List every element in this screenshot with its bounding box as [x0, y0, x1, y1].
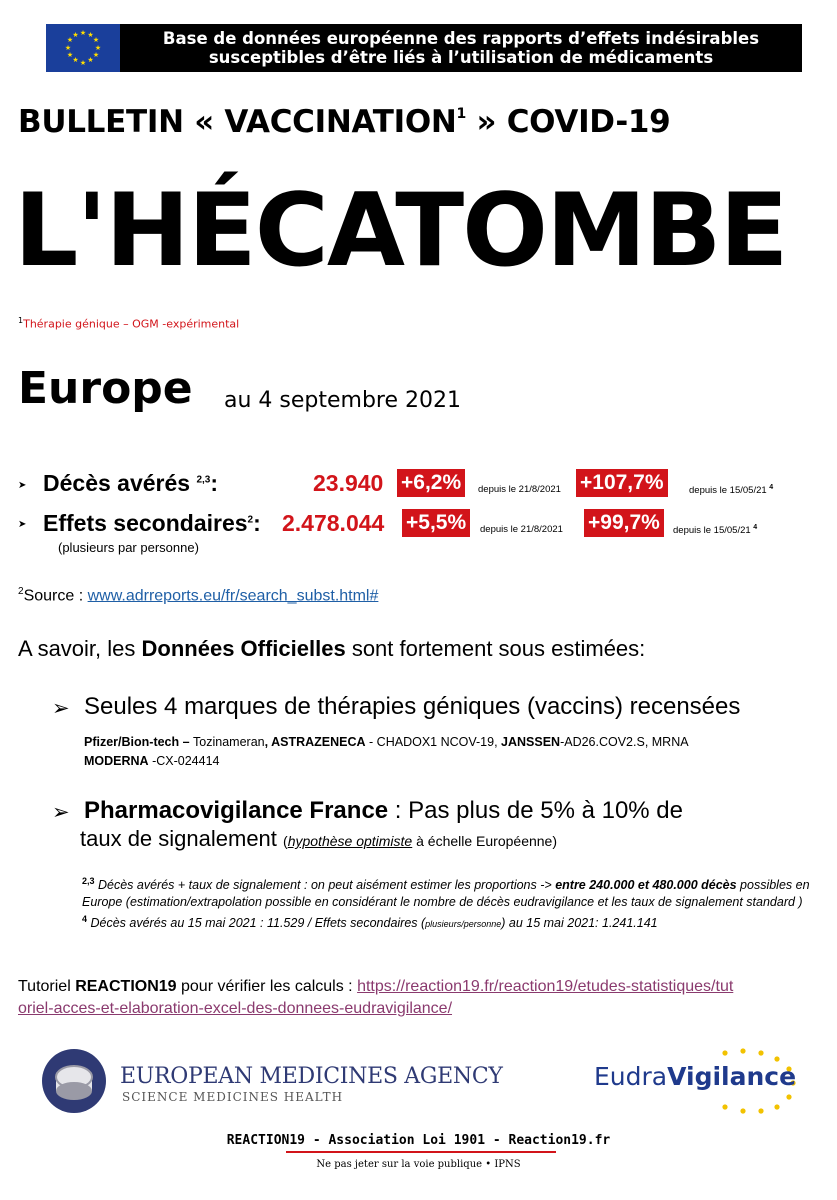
eudra-text-b: Vigilance	[667, 1062, 797, 1091]
source-link[interactable]: www.adrreports.eu/fr/search_subst.html#	[87, 587, 379, 605]
deaths-label	[43, 470, 218, 497]
eu-star-icon: ★	[66, 52, 74, 59]
deaths-value: 23.940	[313, 470, 384, 496]
arrow-bullet-icon: ➢	[52, 697, 70, 720]
tutorial-post: pour vérifier les calculs :	[176, 978, 358, 995]
association-footer: REACTION19 - Association Loi 1901 - Reaction19.fr	[226, 1133, 611, 1148]
estimate-text-3: Décès avérés au 15 mai 2021 : 11.529 / Effets secondaires (	[87, 916, 426, 931]
ema-tagline: SCIENCE MEDICINES HEALTH	[122, 1090, 344, 1104]
tutorial-bold: REACTION19	[75, 978, 177, 995]
pharma-bold: Pharmacovigilance France	[84, 797, 389, 824]
estimate-text-1: Décès avérés + taux de signalement : on peut aisément estimer les proportions ->	[94, 878, 556, 893]
deaths-pct-since-may: +107,7%	[576, 469, 668, 497]
pharma-line-2-text: taux de signalement	[80, 826, 284, 851]
effects-label-sup: 2	[247, 514, 254, 526]
deaths-since-may-sup: 4	[769, 484, 774, 491]
effects-label	[43, 510, 261, 537]
footnote-marker: 1	[18, 316, 24, 325]
official-pre: A savoir, les	[18, 636, 142, 661]
pharma-line-2	[80, 826, 557, 852]
effects-since-may	[673, 524, 757, 536]
banner-line-1: Base de données européenne des rapports d’effets indésirables	[162, 29, 760, 48]
effects-value: 2.478.044	[282, 510, 385, 536]
brand-separator: ,	[264, 735, 272, 749]
stat-row-deaths	[18, 470, 818, 500]
bulletin-title	[18, 104, 670, 140]
eudravigilance-name	[594, 1062, 796, 1091]
source-line	[18, 586, 378, 605]
estimate-text-2: possibles en Europe (estimation/extrapolation possible en considérant le nombre de décès eudravigilance et les taux de signalement standard )	[82, 878, 810, 910]
effects-since-aug: depuis le 21/8/2021	[480, 524, 563, 535]
eu-star-icon: ★	[87, 57, 94, 65]
footer-divider	[286, 1151, 556, 1153]
deaths-since-aug: depuis le 21/8/2021	[478, 484, 561, 495]
eu-star-icon: ★	[64, 44, 72, 52]
pharma-line-1-rest: : Pas plus de 5% à 10% de	[388, 797, 683, 824]
source-marker: 2	[18, 586, 24, 597]
eu-star-icon: ★	[92, 52, 100, 59]
eu-star-icon: ★	[66, 37, 74, 44]
deaths-label-sup: 2,3	[196, 474, 211, 486]
effects-since-may-sup: 4	[753, 524, 758, 531]
eu-banner	[46, 24, 802, 72]
banner-text	[120, 29, 802, 67]
arrow-bullet-icon: ➤	[18, 519, 27, 530]
eu-star-icon: ★	[79, 29, 87, 37]
stat-row-effects	[18, 510, 818, 540]
deaths-label-colon: :	[210, 470, 219, 496]
ema-name: EUROPEAN MEDICINES AGENCY	[120, 1064, 503, 1089]
brands-list	[84, 733, 804, 771]
region-name: Europe	[18, 363, 193, 414]
brand-pfizer-name: Tozinameran	[193, 735, 265, 749]
effects-since-may-text: depuis le 15/05/21	[673, 525, 751, 537]
pharma-line-1	[84, 797, 683, 825]
deaths-since-may-text: depuis le 15/05/21	[689, 485, 767, 497]
pharma-note-open: (	[283, 833, 288, 849]
bulletin-title-pre: BULLETIN « VACCINATION	[18, 104, 457, 140]
deaths-pct-since-aug: +6,2%	[397, 469, 465, 497]
footnote-text: Thérapie génique – OGM -expérimental	[23, 317, 240, 331]
eu-star-icon: ★	[92, 37, 100, 44]
arrow-bullet-icon: ➤	[18, 480, 27, 491]
brand-moderna-name: -CX-024414	[148, 754, 220, 768]
effects-pct-since-aug: +5,5%	[402, 509, 470, 537]
eu-star-icon: ★	[79, 59, 87, 67]
brand-astrazeneca: ASTRAZENECA	[271, 735, 366, 749]
bulletin-title-sup: 1	[456, 106, 466, 122]
brands-heading: Seules 4 marques de thérapies géniques (vaccins) recensées	[84, 693, 741, 720]
deaths-since-may	[689, 484, 773, 496]
main-title: L'HÉCATOMBE	[14, 171, 787, 289]
ipns-notice: Ne pas jeter sur la voie publique • IPNS	[316, 1159, 521, 1170]
source-label: Source :	[23, 587, 88, 605]
arrow-bullet-icon: ➢	[52, 801, 70, 824]
tutorial-pre: Tutoriel	[18, 978, 76, 995]
effects-per-person-note: (plusieurs par personne)	[58, 540, 199, 555]
region-date: au 4 septembre 2021	[224, 388, 462, 413]
estimate-small: plusieurs/personne	[425, 919, 502, 930]
bulletin-title-post: » COVID-19	[466, 104, 671, 140]
deaths-label-text: Décès avérés	[43, 470, 191, 496]
brand-moderna: MODERNA	[84, 754, 149, 768]
official-bold: Données Officielles	[141, 636, 346, 661]
effects-label-colon: :	[253, 510, 261, 536]
eu-star-icon: ★	[87, 31, 94, 39]
brand-janssen-name: -AD26.COV2.S, MRNA	[560, 735, 689, 749]
eu-flag-icon	[46, 24, 120, 72]
eu-star-icon: ★	[72, 57, 79, 65]
eudra-text-a: Eudra	[594, 1062, 668, 1091]
estimate-bold: entre 240.000 et 480.000 décès	[555, 878, 737, 893]
pharma-note-close: à échelle Européenne)	[412, 833, 558, 849]
official-post: sont fortement sous estimées:	[345, 636, 646, 661]
official-data-line	[18, 636, 645, 662]
estimate-paragraph	[82, 873, 822, 933]
tutorial-link[interactable]: https://reaction19.fr/reaction19/etudes-statistiques/tutoriel-acces-et-elaboration-excel-des-donnees-eudravigilance/	[18, 978, 734, 1017]
tutorial-line	[18, 976, 738, 1020]
effects-pct-since-may: +99,7%	[584, 509, 664, 537]
brand-janssen: JANSSEN	[501, 735, 561, 749]
eu-star-icon: ★	[72, 31, 79, 39]
eu-star-icon: ★	[94, 44, 102, 52]
effects-label-text: Effets secondaires	[43, 510, 248, 536]
brand-pfizer: Pfizer/Bion-tech –	[84, 735, 194, 749]
estimate-text-4: ) au 15 mai 2021: 1.241.141	[501, 916, 658, 931]
footnote-therapy	[18, 316, 239, 331]
estimate-sup-2: 4	[82, 914, 88, 925]
brand-astrazeneca-name: - CHADOX1 NCOV-19,	[365, 735, 502, 749]
banner-line-2: susceptibles d’être liés à l’utilisation de médicaments	[208, 48, 714, 67]
estimate-sup-1: 2,3	[82, 876, 95, 886]
pharma-note-italic: hypothèse optimiste	[287, 833, 413, 849]
